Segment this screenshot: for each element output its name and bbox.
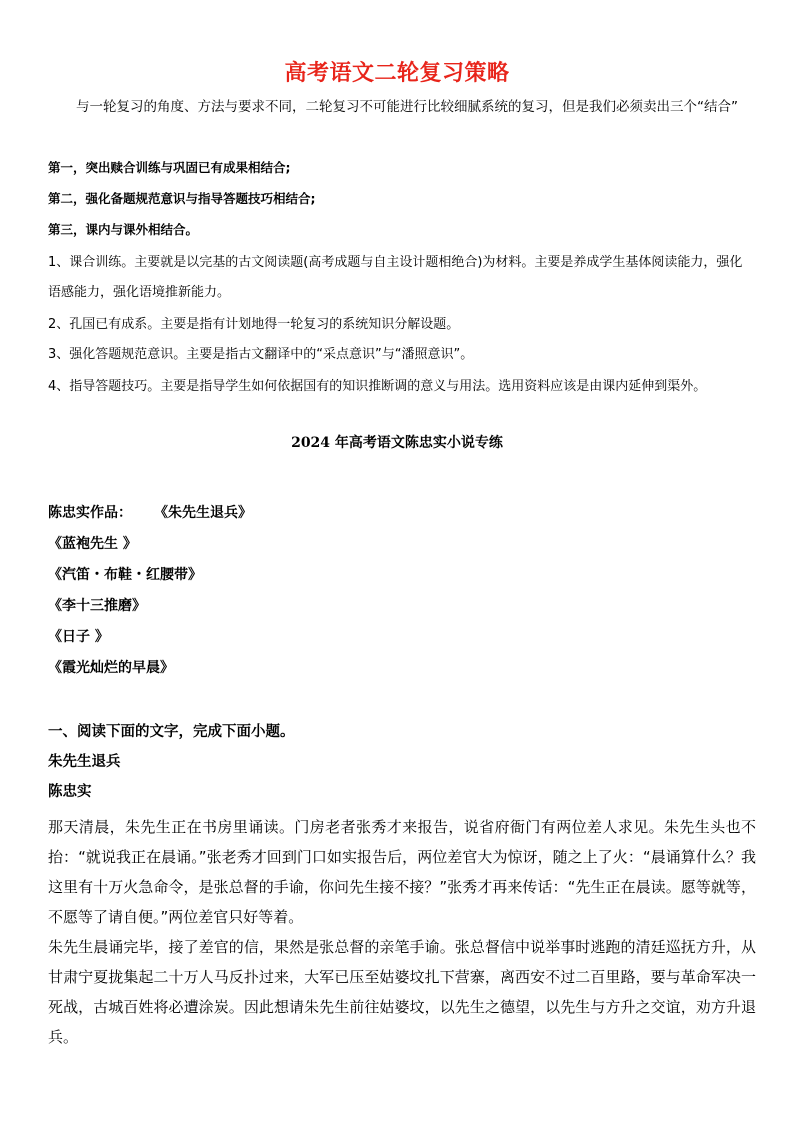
- question-heading: 一、阅读下面的文字，完成下面小题。: [48, 723, 295, 740]
- story-paragraph: 那天清晨，朱先生正在书房里诵读。门房老者张秀才来报告，说省府衙门有两位差人求见。朱先生头也不抬：“就说我正在晨诵。”张老秀才回到门口如实报告后，两位差官大为惊讶，随之上了火：“晨诵算什么？我这里有十万火急命令，是张总督的手谕，你问先生接不接？”张秀才再来传话：“先生正在晨读。愿等就等，不愿等了请自便。”两位差官只好等着。: [48, 818, 756, 926]
- work-title: 《朱先生退兵》: [154, 505, 252, 521]
- item-3: 3、强化答题规范意识。主要是指古文翻译中的“采点意识”与“潘照意识”。: [48, 347, 474, 362]
- work-title: 《汽笛・布鞋・红腰带》: [48, 567, 202, 583]
- item-1: 1、课合训练。主要就是以完基的古文阅读题(高考成题与自主设计题相绝合)为材料。主要是养成学生基体阅读能力，强化语感能力，强化语境推新能力。: [48, 255, 743, 300]
- story-paragraph: 朱先生晨诵完毕，接了差官的信，果然是张总督的亲笔手谕。张总督信中说举事时逃跑的清廷巡抚方升，从甘肃宁夏拢集起二十万人马反扑过来，大军已压至姑婆坟扎下营寨，离西安不过二百里路，要与革命军决一死战，古城百姓将必遭涂炭。因此想请朱先生前往姑婆坟，以先生之德望，以先生与方升之交谊，劝方升退兵。: [48, 938, 756, 1046]
- section-title: 2024 年高考语文陈忠实小说专练: [291, 435, 503, 451]
- story-body: [48, 812, 756, 1052]
- item-2: 2、孔国已有成系。主要是指有计划地得一轮复习的系统知识分解设题。: [48, 317, 460, 332]
- point-3: 第三，课内与课外相结合。: [48, 222, 199, 237]
- intro-paragraph: [48, 94, 748, 120]
- works-label: 陈忠实作品：: [48, 505, 132, 521]
- point-2: 第二，强化备题规范意识与指导答题技巧相结合;: [48, 191, 316, 206]
- item-4: 4、指导答题技巧。主要是指导学生如何依据国有的知识推断调的意义与用法。选用资料应该是由课内延伸到渠外。: [48, 379, 707, 394]
- work-title: 《日子 》: [48, 629, 109, 645]
- work-title: 《李十三推磨》: [48, 598, 146, 614]
- work-title: 《霞光灿烂的早晨》: [48, 660, 174, 676]
- intro-text: 与一轮复习的角度、方法与要求不同，二轮复习不可能进行比较细腻系统的复习，但是我们必须卖出三个“结合”: [76, 99, 738, 115]
- story-author: 陈忠实: [48, 783, 92, 800]
- point-1: 第一，突出赎合训练与巩固已有成果相结合;: [48, 160, 291, 175]
- work-title: 《蓝袍先生 》: [48, 536, 137, 552]
- page-title: 高考语文二轮复习策略: [284, 61, 510, 86]
- story-title: 朱先生退兵: [48, 753, 121, 770]
- works-first-line: [48, 502, 252, 522]
